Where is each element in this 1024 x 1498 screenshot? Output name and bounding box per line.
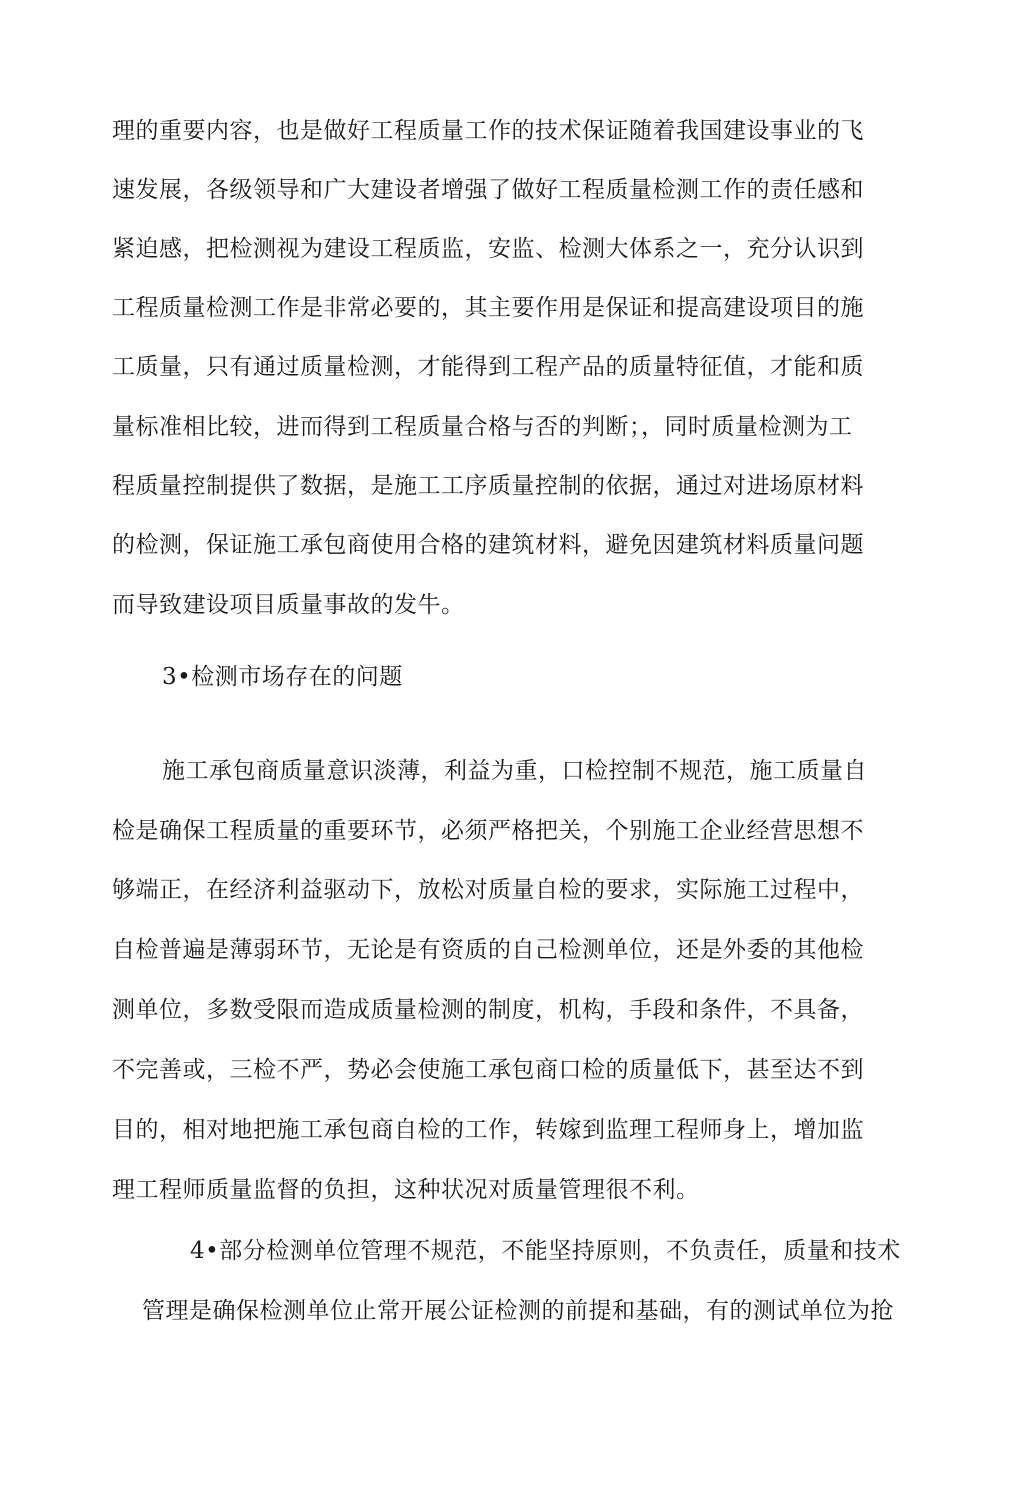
section-heading-4: 4•部分检测单位管理不规范，不能坚持原则，不负责任，质量和技术	[190, 1238, 901, 1264]
paragraph-line-12: 够端正，在经济利益驱动下，放松对质量自检的要求，实际施工过程中，	[112, 877, 864, 903]
paragraph-line-3: 紧迫感，把检测视为建设工程质监，安监、检测大体系之一，充分认识到	[112, 236, 864, 262]
section-heading-3: 3•检测市场存在的问题	[162, 664, 403, 690]
paragraph-line-10: 施工承包商质量意识淡薄，利益为重，口检控制不规范，施工质量自	[162, 758, 867, 784]
paragraph-line-18: 管理是确保检测单位止常开展公证检测的前提和基础，有的测试单位为抢	[142, 1298, 894, 1324]
paragraph-line-4: 工程质量检测工作是非常必要的，其主要作用是保证和提高建设项目的施	[112, 295, 864, 321]
paragraph-line-6: 量标准相比较，进而得到工程质量合格与否的判断；，同时质量检测为工	[112, 414, 853, 440]
paragraph-line-16: 目的，相对地把施工承包商自检的工作，转嫁到监理工程师身上，增加监	[112, 1117, 864, 1143]
paragraph-line-9: 而导致建设项目质量事故的发牛。	[112, 592, 465, 618]
paragraph-line-8: 的检测，保证施工承包商使用合格的建筑材料，避免因建筑材料质量问题	[112, 532, 864, 558]
paragraph-line-13: 自检普遍是薄弱环节，无论是有资质的自己检测单位，还是外委的其他检	[112, 937, 864, 963]
paragraph-line-5: 工质量，只有通过质量检测，才能得到工程产品的质量特征值，才能和质	[112, 354, 864, 380]
paragraph-line-14: 测单位，多数受限而造成质量检测的制度，机构，手段和条件，不具备，	[112, 997, 864, 1023]
paragraph-line-15: 不完善或，三检不严，势必会使施工承包商口检的质量低下，甚至达不到	[112, 1057, 864, 1083]
paragraph-line-1: 理的重要内容，也是做好工程质量工作的技术保证随着我国建设事业的飞	[112, 118, 864, 144]
paragraph-line-7: 程质量控制提供了数据，是施工工序质量控制的依据，通过对进场原材料	[112, 473, 864, 499]
paragraph-line-17: 理工程师质量监督的负担，这种状况对质量管理很不利。	[112, 1177, 700, 1203]
paragraph-line-2: 速发展，各级领导和广大建设者增强了做好工程质量检测工作的责任感和	[112, 177, 864, 203]
paragraph-line-11: 检是确保工程质量的重要环节，必须严格把关，个别施工企业经营思想不	[112, 818, 864, 844]
